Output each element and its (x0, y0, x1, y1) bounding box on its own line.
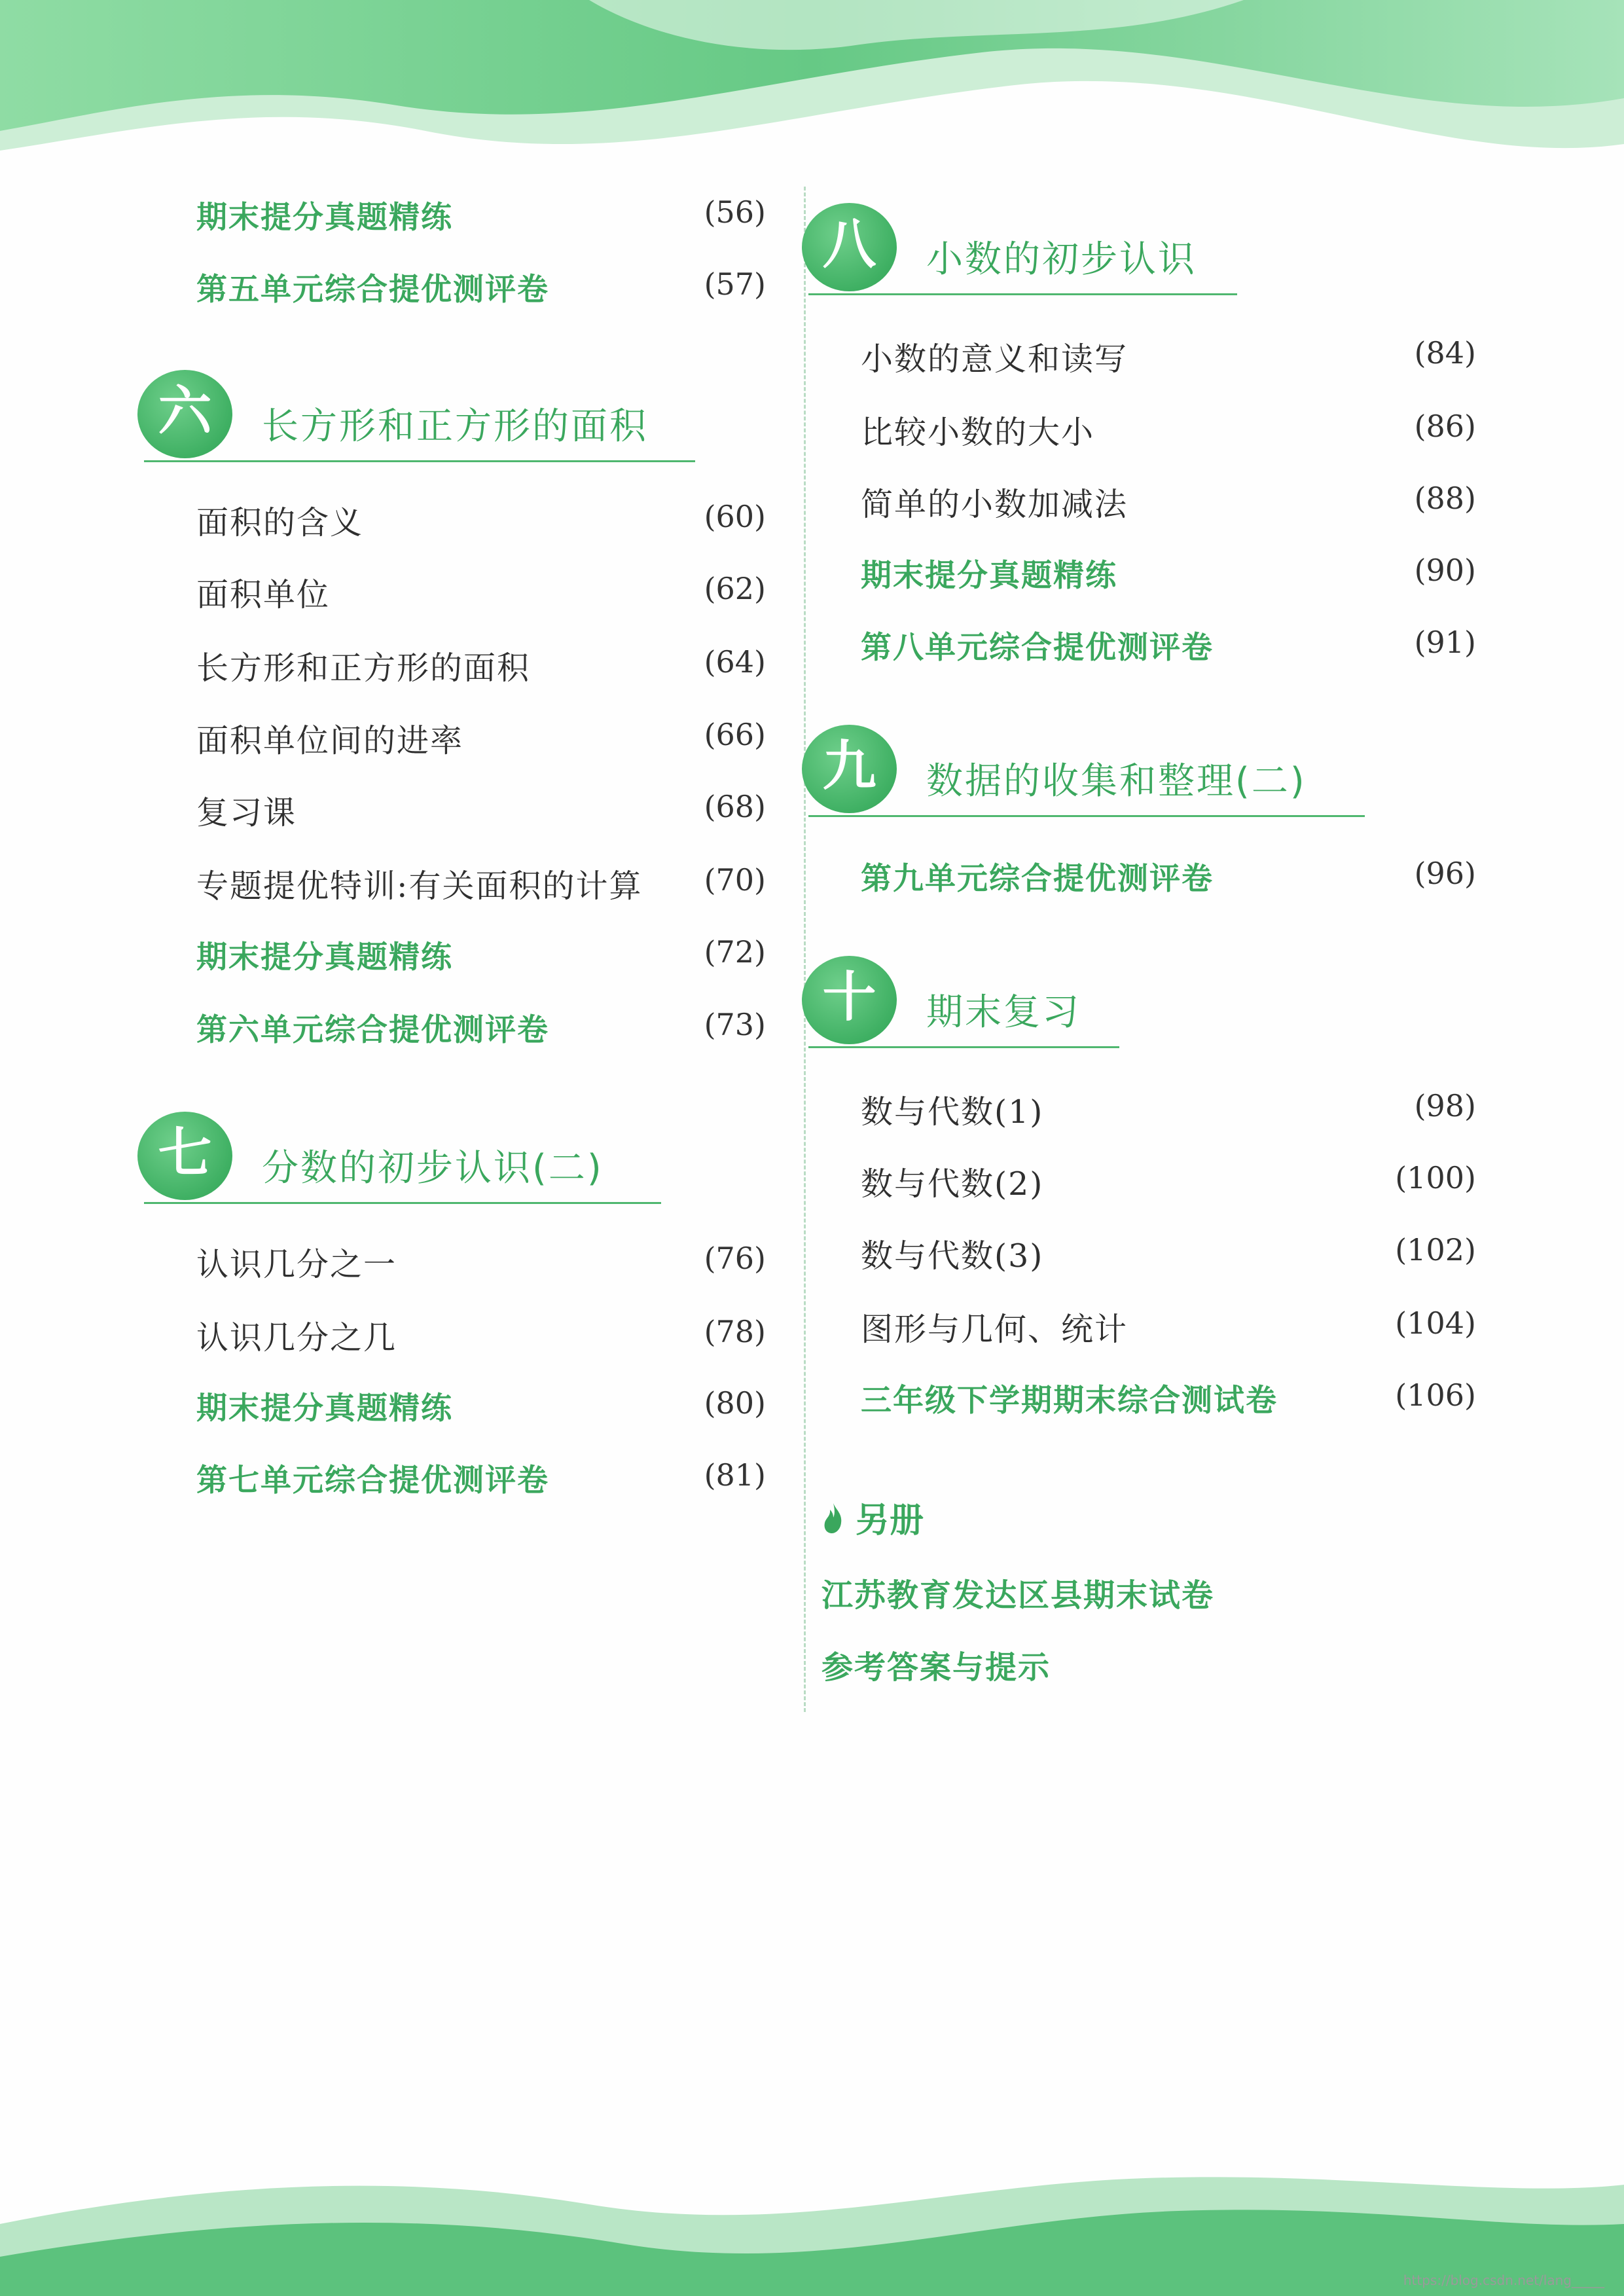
unit-badge: 十 (802, 956, 897, 1044)
unit-title: 分数的初步认识(二) (262, 1147, 604, 1190)
toc-entry[interactable] (196, 563, 766, 615)
toc-entry-page: (104) (1395, 1305, 1476, 1341)
flame-icon (821, 1502, 845, 1535)
toc-entry-title: 三年级下学期期末综合测试卷 (861, 1383, 1278, 1419)
toc-entry-title: 面积的含义 (196, 504, 364, 541)
toc-entry[interactable] (196, 781, 766, 833)
unit-badge: 九 (802, 725, 897, 813)
toc-entry-page: (68) (704, 789, 766, 824)
toc-entry[interactable] (861, 473, 1476, 525)
toc-entry-page: (78) (704, 1314, 766, 1349)
toc-entry-page: (62) (704, 571, 766, 606)
unit-title: 数据的收集和整理(二) (926, 760, 1307, 803)
toc-entry[interactable] (196, 854, 766, 907)
toc-entry-page: (88) (1414, 481, 1476, 516)
unit-underline (808, 1046, 1119, 1048)
another-volume-label: 另册 (856, 1501, 924, 1540)
toc-entry-page: (70) (704, 862, 766, 898)
toc-entry-page: (98) (1414, 1088, 1476, 1123)
toc-entry[interactable] (196, 926, 766, 979)
toc-entry-title: 第七单元综合提优测评卷 (196, 1463, 549, 1499)
toc-entry-page: (73) (704, 1007, 766, 1042)
toc-entry[interactable] (861, 1224, 1476, 1277)
toc-entry[interactable] (196, 1377, 766, 1430)
toc-entry[interactable] (196, 636, 766, 689)
bottom-wave-decoration (0, 2145, 1624, 2296)
toc-entry[interactable] (196, 1306, 766, 1358)
toc-entry-title: 数与代数(3) (861, 1237, 1044, 1275)
toc-entry-title: 数与代数(1) (861, 1093, 1044, 1131)
toc-entry[interactable] (196, 259, 766, 311)
toc-entry-page: (106) (1395, 1377, 1476, 1413)
toc-entry-title: 期末提分真题精练 (196, 200, 453, 236)
toc-entry-page: (60) (704, 499, 766, 534)
toc-entry-title: 第九单元综合提优测评卷 (861, 861, 1214, 897)
toc-entry[interactable] (861, 1152, 1476, 1205)
unit-underline (144, 460, 695, 462)
toc-entry[interactable] (196, 999, 766, 1051)
toc-entry-page: (57) (704, 266, 766, 302)
toc-entry-title: 认识几分之几 (196, 1319, 397, 1357)
toc-entry-page: (72) (704, 934, 766, 970)
unit-badge: 八 (802, 203, 897, 291)
toc-entry[interactable] (861, 848, 1476, 900)
toc-entry[interactable] (861, 1080, 1476, 1133)
toc-entry-title: 第六单元综合提优测评卷 (196, 1012, 549, 1048)
toc-entry-title: 小数的意义和读写 (861, 340, 1128, 378)
toc-entry-page: (90) (1414, 553, 1476, 588)
toc-entry[interactable] (196, 491, 766, 543)
toc-entry-title: 图形与几何、统计 (861, 1311, 1128, 1348)
toc-entry-page: (102) (1395, 1232, 1476, 1267)
toc-entry-title: 期末提分真题精练 (196, 939, 453, 975)
toc-entry[interactable] (196, 709, 766, 761)
toc-entry[interactable] (861, 1370, 1476, 1422)
another-volume-item[interactable]: 江苏教育发达区县期末试卷 (821, 1577, 1215, 1614)
toc-entry-title: 复习课 (196, 794, 297, 831)
toc-entry-page: (96) (1414, 856, 1476, 891)
toc-entry-page: (56) (704, 194, 766, 230)
toc-entry-title: 长方形和正方形的面积 (196, 649, 531, 687)
toc-entry-page: (64) (704, 644, 766, 680)
unit-title: 小数的初步认识 (926, 238, 1197, 281)
toc-entry-title: 第五单元综合提优测评卷 (196, 272, 549, 308)
toc-entry[interactable] (196, 1233, 766, 1285)
unit-underline (144, 1202, 661, 1204)
toc-entry-title: 第八单元综合提优测评卷 (861, 630, 1214, 666)
toc-entry-page: (84) (1414, 335, 1476, 371)
column-divider (804, 187, 806, 1712)
toc-entry-page: (100) (1395, 1160, 1476, 1195)
toc-entry-title: 面积单位 (196, 576, 331, 613)
toc-entry-title: 面积单位间的进率 (196, 722, 464, 759)
toc-entry-title: 认识几分之一 (196, 1246, 397, 1283)
toc-entry-title: 专题提优特训:有关面积的计算 (196, 867, 643, 905)
toc-entry-title: 数与代数(2) (861, 1165, 1044, 1203)
toc-entry-title: 比较小数的大小 (861, 414, 1095, 451)
toc-entry-title: 期末提分真题精练 (196, 1391, 453, 1427)
top-wave-decoration (0, 0, 1624, 170)
toc-entry[interactable] (196, 187, 766, 239)
unit-badge: 六 (137, 370, 232, 458)
toc-entry[interactable] (196, 1449, 766, 1502)
toc-entry-page: (91) (1414, 625, 1476, 660)
toc-entry[interactable] (861, 327, 1476, 380)
toc-entry[interactable] (861, 1298, 1476, 1350)
toc-entry[interactable] (861, 401, 1476, 453)
unit-title: 长方形和正方形的面积 (262, 405, 648, 448)
toc-entry-title: 期末提分真题精练 (861, 558, 1117, 594)
toc-entry-page: (86) (1414, 409, 1476, 444)
toc-entry[interactable] (861, 545, 1476, 597)
toc-entry-page: (80) (704, 1385, 766, 1421)
toc-entry[interactable] (861, 617, 1476, 669)
another-volume-item[interactable]: 参考答案与提示 (821, 1649, 1051, 1686)
toc-entry-page: (81) (704, 1457, 766, 1493)
unit-title: 期末复习 (926, 991, 1081, 1034)
toc-entry-page: (66) (704, 717, 766, 752)
watermark: https://blog.csdn.net/lang_____ (1403, 2272, 1604, 2288)
unit-underline (808, 815, 1365, 817)
toc-entry-page: (76) (704, 1241, 766, 1276)
toc-entry-title: 简单的小数加减法 (861, 486, 1128, 523)
unit-underline (808, 293, 1237, 295)
unit-badge: 七 (137, 1112, 232, 1200)
